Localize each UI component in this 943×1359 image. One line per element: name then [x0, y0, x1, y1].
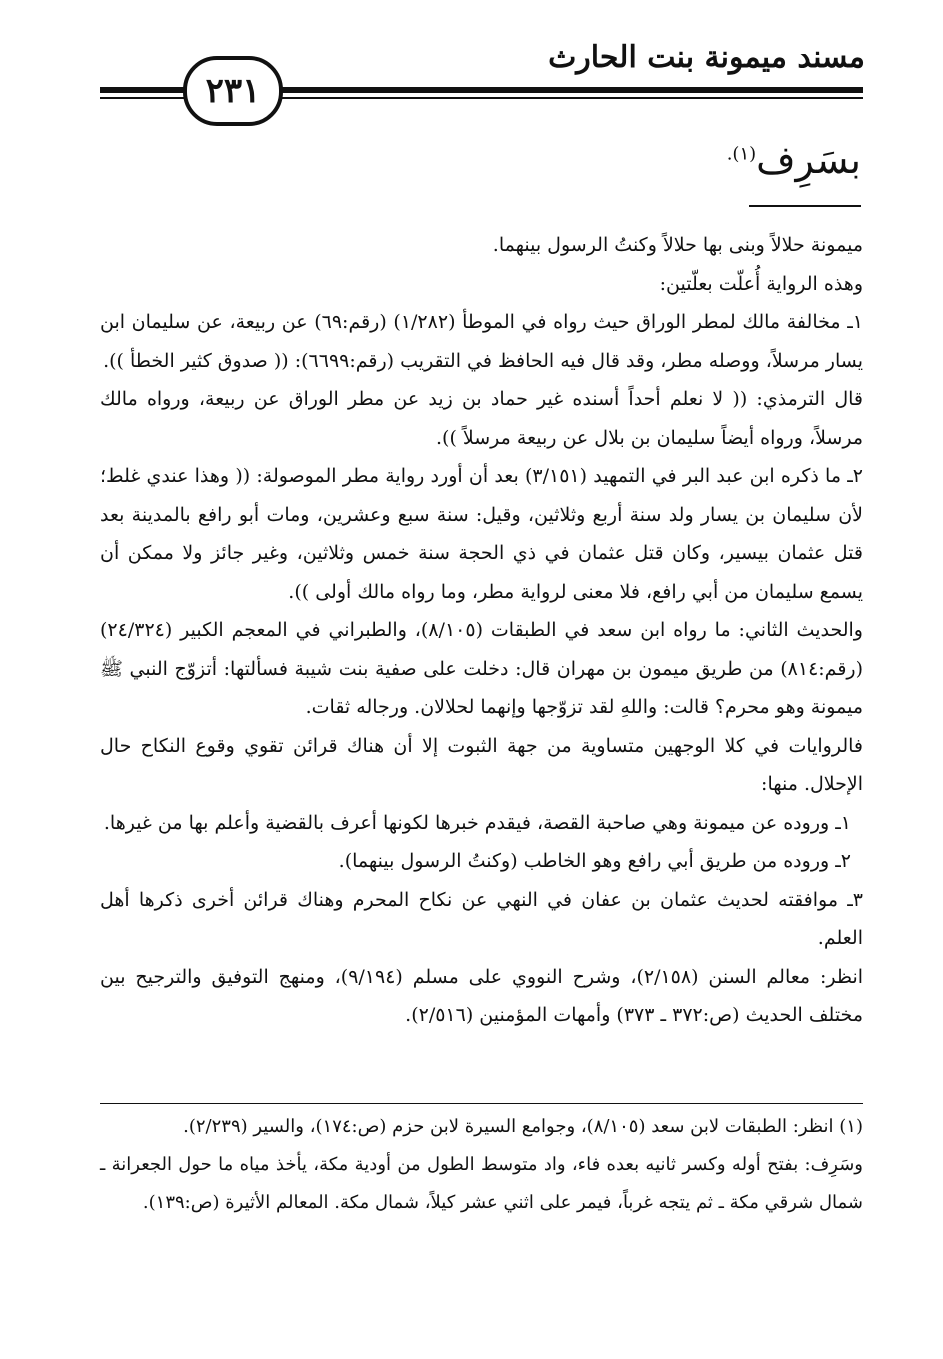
paragraph: والحديث الثاني: ما رواه ابن سعد في الطبقات (٨/١٠٥)، والطبراني في المعجم الكبير (٢٤/٣٢٤) (رقم:٨١٤) من طريق ميمون بن مهران قال: دخلت على صفية بنت شيبة فسألتها: أتزوّج النبي ﷺ ميمونة وهو محرم؟ قالت: واللهِ لقد تزوّجها وإنهما لحلالان. ورجاله ثقات.	[100, 619, 863, 718]
page-number-badge: ٢٣١	[183, 56, 283, 126]
paragraph: ٢ـ وروده من طريق أبي رافع وهو الخاطب (وكنتُ الرسول بينهما).	[338, 850, 851, 872]
footnote-ref: (١).	[726, 143, 757, 165]
paragraph: انظر: معالم السنن (٢/١٥٨)، وشرح النووي على مسلم (٩/١٩٤)، ومنهج التوفيق والترجيح بين مختلف الحديث (ص:٣٧٢ ـ ٣٧٣) وأمهات المؤمنين (٢/٥١٦).	[100, 965, 864, 1026]
continued-word	[727, 138, 861, 182]
paragraph: فالروايات في كلا الوجهين متساوية من جهة الثبوت إلا أن هناك قرائن تقوي وقوع النكاح حال الإحلال. منها:	[100, 734, 863, 795]
paragraph: ١ـ وروده عن ميمونة وهي صاحبة القصة، فيقدم خبرها لكونها أعرف بالقضية وأعلم بها من غيرها.	[103, 811, 851, 834]
section-separator	[749, 205, 861, 207]
paragraph: قال الترمذي: (( لا نعلم أحداً أسنده غير حماد بن زيد عن مطر الوراق عن ربيعة، ورواه مالك مرسلاً، ورواه أيضاً سليمان بن بلال عن ربيعة مرسلاً )).	[100, 388, 863, 449]
paragraph: ميمونة حلالاً وبنى بها حلالاً وكنتُ الرسول بينهما.	[492, 234, 863, 256]
continued-word-text: بسَرِف	[756, 138, 861, 182]
paragraph: وهذه الرواية أُعلّت بعلّتين:	[659, 272, 863, 295]
footnotes	[100, 1108, 863, 1222]
paragraph: ٣ـ موافقته لحديث عثمان بن عفان في النهي عن نكاح المحرم وهناك قرائن أخرى ذكرها أهل العلم.	[100, 888, 863, 949]
footnote: (١) انظر: الطبقات لابن سعد (٨/١٠٥)، وجوامع السيرة لابن حزم (ص:١٧٤)، والسير (٢/٢٣٩).	[183, 1116, 863, 1137]
paragraph: ١ـ مخالفة مالك لمطر الوراق حيث رواه في الموطأ (١/٢٨٢) (رقم:٦٩) عن ربيعة، عن سليمان ابن يسار مرسلاً، ووصله مطر، وقد قال فيه الحافظ في التقريب (رقم:٦٦٩٩): (( صدوق كثير الخطأ )).	[100, 311, 863, 372]
running-header-title: مسند ميمونة بنت الحارث	[548, 40, 865, 75]
main-text	[100, 226, 863, 1035]
paragraph: ٢ـ ما ذكره ابن عبد البر في التمهيد (٣/١٥١) بعد أن أورد رواية مطر الموصولة: (( وهذا عندي غلط؛ لأن سليمان بن يسار ولد سنة أربع وثلاثين، وقيل: سنة سبع وعشرين، ومات أبو رافع بالمدينة بعد قتل عثمان بيسير، وكان قتل عثمان في ذي الحجة سنة خمس وثلاثين، وغير جائز ولا ممكن أن يسمع سليمان من أبي رافع، فلا معنى لرواية مطر، وما رواه مالك أولى )).	[100, 465, 864, 603]
footnote-separator	[100, 1103, 863, 1104]
footnote: وسَرِف: بفتح أوله وكسر ثانيه بعده فاء، واد متوسط الطول من أودية مكة، يأخذ مياه ما حول الجعرانة ـ شمال شرقي مكة ـ ثم يتجه غرباً، فيمر على اثني عشر كيلاً، شمال مكة. المعالم الأثيرة (ص:١٣٩).	[100, 1154, 863, 1213]
